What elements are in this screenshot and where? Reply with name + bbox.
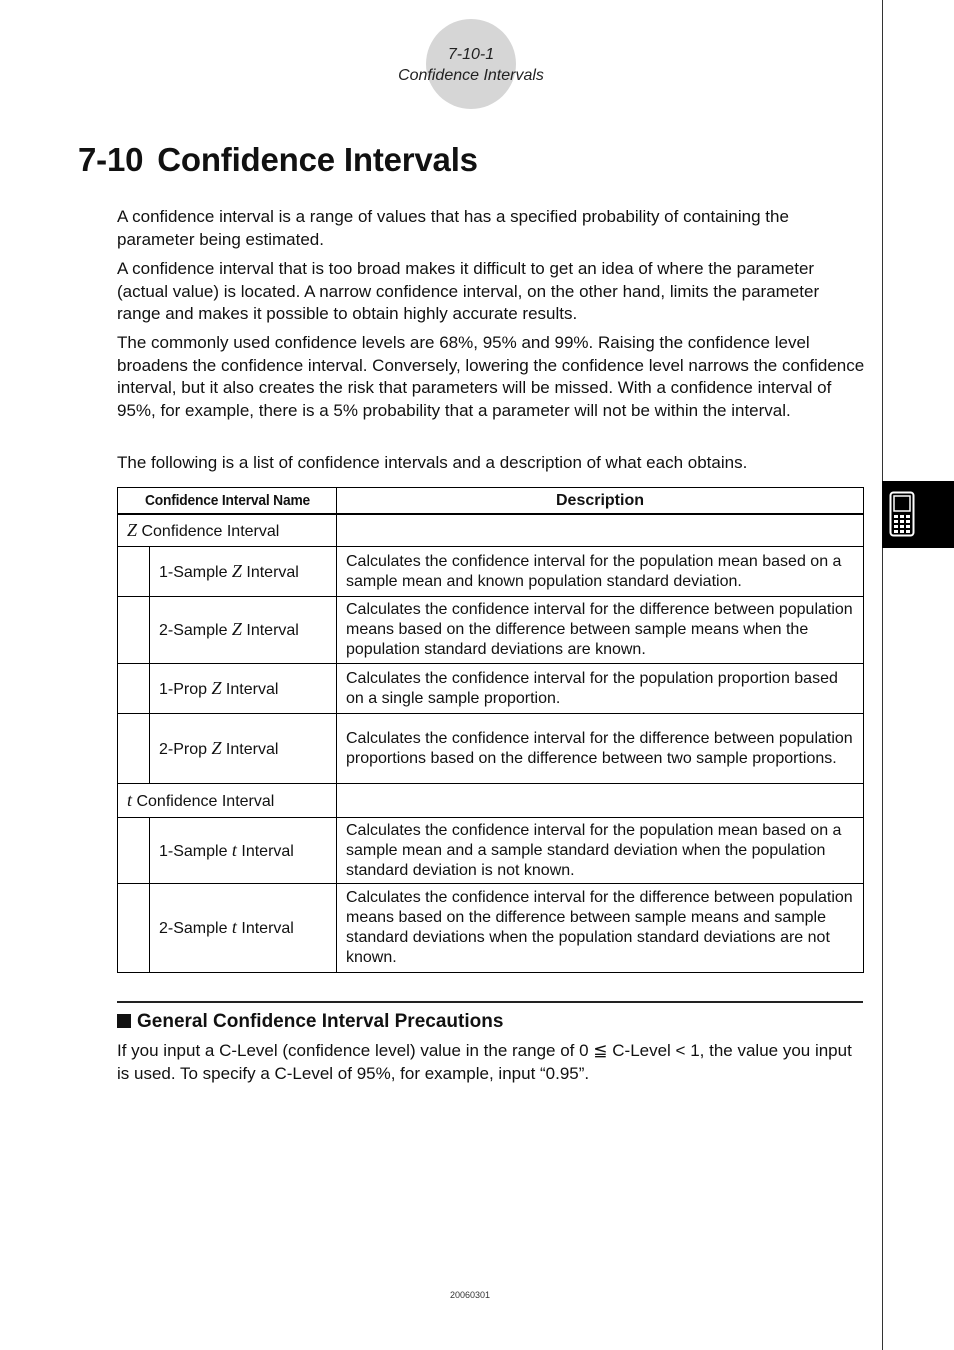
section-heading-text: General Confidence Interval Precautions <box>137 1011 504 1032</box>
group-description-empty <box>337 784 864 818</box>
interval-variable: Z <box>231 619 242 639</box>
paragraph-list-intro: The following is a list of confidence intervals and a description of what each obtains. <box>117 453 748 472</box>
interval-suffix: Interval <box>241 622 299 639</box>
interval-prefix: 2-Prop <box>159 740 212 758</box>
interval-description: Calculates the confidence interval for the difference between population means based on the difference between sample means when the population standard deviations are known. <box>337 597 864 664</box>
table-row <box>118 547 864 597</box>
group-description-empty <box>337 514 864 547</box>
paragraph-definition: A confidence interval is a range of values that has a specified probability of containing the parameter being estimated. <box>117 207 789 249</box>
interval-suffix: Interval <box>236 920 294 937</box>
variable-t: t <box>127 789 133 810</box>
table-group-row-z <box>118 514 864 547</box>
interval-prefix: 1-Sample <box>159 563 232 581</box>
section-heading <box>117 1011 503 1033</box>
interval-suffix: Interval <box>221 680 279 698</box>
table-header-row <box>118 488 864 515</box>
interval-name <box>150 664 337 714</box>
header-description: Description <box>337 488 864 515</box>
section-divider <box>117 1001 863 1003</box>
running-header <box>360 44 582 86</box>
group-name-z <box>118 514 337 547</box>
interval-description: Calculates the confidence interval for the population proportion based on a single sample proportion. <box>337 664 864 714</box>
interval-variable: Z <box>211 737 222 758</box>
indent-cell <box>118 714 150 784</box>
interval-name <box>150 884 337 973</box>
title-number: 7-10 <box>78 141 144 178</box>
confidence-interval-table <box>117 487 864 973</box>
table-row <box>118 714 864 784</box>
paragraph-levels: The commonly used confidence levels are 68%, 95% and 99%. Raising the confidence level broadens the confidence interval. Conversely, lowering the confidence level narrows the confidence interval, but it also creates the risk that parameters will be missed. With a confidence interval of 95%, for example, there is a 5% probability that a parameter will not be within the interval. <box>117 333 865 420</box>
title-text: Confidence Intervals <box>157 141 478 178</box>
interval-name <box>150 547 337 597</box>
group-name-t <box>118 784 337 818</box>
interval-description: Calculates the confidence interval for the difference between population means based on the difference between sample means and sample standard deviations when the population standard deviations are not known. <box>337 884 864 973</box>
calculator-icon <box>889 491 915 537</box>
interval-name <box>150 714 337 784</box>
table-group-row-t <box>118 784 864 818</box>
interval-name <box>150 818 337 884</box>
table-row <box>118 818 864 884</box>
interval-description: Calculates the confidence interval for the population mean based on a sample mean and a sample standard deviation when the population standard deviation is not known. <box>337 818 864 884</box>
indent-cell <box>118 664 150 714</box>
interval-prefix: 1-Sample <box>159 842 232 860</box>
interval-variable: Z <box>231 560 242 581</box>
interval-suffix: Interval <box>221 740 279 758</box>
interval-variable: t <box>231 839 237 860</box>
paragraph-precautions: If you input a C-Level (confidence level) value in the range of 0 ≦ C-Level < 1, the value you input is used. To specify a C-Level of 95%, for example, input “0.95”. <box>117 1041 852 1083</box>
interval-prefix: 2-Sample <box>159 622 232 639</box>
header-interval-name: Confidence Interval Name <box>126 488 327 515</box>
table-row <box>118 884 864 973</box>
interval-description: Calculates the confidence interval for the difference between population proportions based on the difference between two sample proportions. <box>337 714 864 784</box>
indent-cell <box>118 547 150 597</box>
chapter-side-tab <box>882 481 954 548</box>
interval-suffix: Interval <box>236 842 294 860</box>
group-label: Confidence Interval <box>137 522 280 540</box>
interval-variable: Z <box>211 677 222 698</box>
right-margin-rule <box>882 0 883 1350</box>
interval-name <box>150 597 337 664</box>
indent-cell <box>118 818 150 884</box>
interval-suffix: Interval <box>241 563 299 581</box>
header-section-name: Confidence Intervals <box>398 67 544 84</box>
page-title <box>78 141 478 179</box>
square-bullet-icon <box>117 1014 131 1028</box>
interval-prefix: 2-Sample <box>159 920 232 937</box>
paragraph-breadth: A confidence interval that is too broad makes it difficult to get an idea of where the parameter (actual value) is located. A narrow confidence interval, on the other hand, limits the parameter range and makes it possible to obtain highly accurate results. <box>117 259 820 323</box>
header-page-number: 7-10-1 <box>447 46 495 63</box>
interval-prefix: 1-Prop <box>159 680 212 698</box>
footer-code: 20060301 <box>449 1290 491 1300</box>
interval-description: Calculates the confidence interval for the population mean based on a sample mean and known population standard deviation. <box>337 547 864 597</box>
table-row <box>118 664 864 714</box>
table-row <box>118 597 864 664</box>
indent-cell <box>118 884 150 973</box>
interval-variable: t <box>231 917 237 937</box>
variable-z: Z <box>127 519 138 540</box>
group-label: Confidence Interval <box>132 792 275 810</box>
indent-cell <box>118 597 150 664</box>
